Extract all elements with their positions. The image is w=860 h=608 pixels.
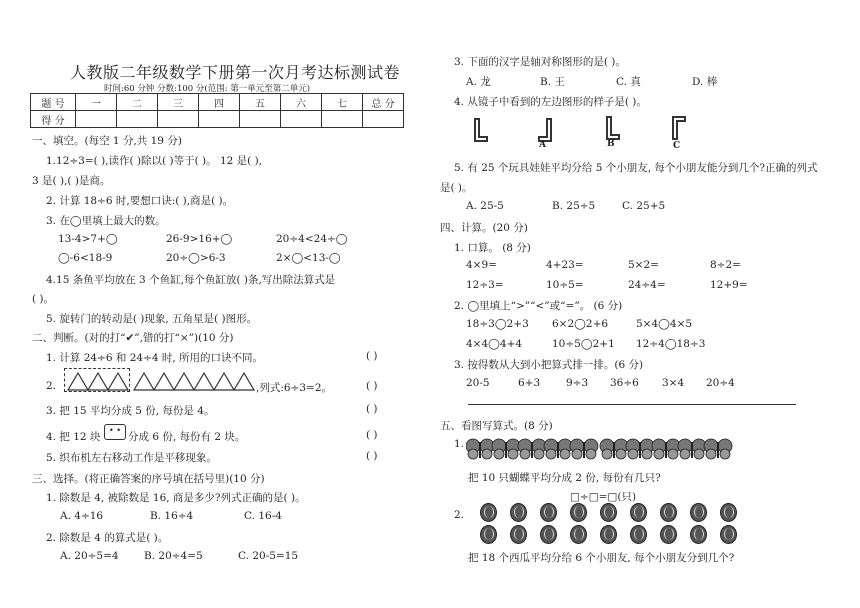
question-text: 3. 下面的汉字是轴对称图形的是( )。 — [454, 56, 626, 68]
choice-option[interactable]: C. 真 — [616, 76, 641, 88]
triangle-row — [66, 371, 256, 391]
compare-item: 4×4◯4+4 — [466, 338, 523, 350]
sort-item: 20÷4 — [706, 377, 735, 389]
watermelon-icon — [480, 503, 497, 522]
triangle-icon — [68, 373, 254, 390]
score-table-cell: 七 — [322, 94, 363, 111]
watermelon-icon — [510, 525, 527, 544]
calc-item: 24÷4= — [628, 279, 666, 291]
score-table-header-row — [31, 94, 404, 111]
choice-option[interactable]: A. 25-5 — [466, 200, 504, 212]
question-text: 4.15 条鱼平均放在 3 个鱼缸,每个鱼缸放( )条,写出除法算式是 — [46, 274, 336, 286]
mirror-option-c-icon — [670, 114, 688, 142]
question-text: 把 18 个西瓜平均分给 6 个小朋友, 每个小朋友分到几个? — [468, 552, 735, 564]
choice-option[interactable]: D. 棒 — [692, 76, 718, 88]
score-table — [30, 93, 404, 128]
score-input-cell[interactable] — [281, 111, 322, 128]
question-number: 1. — [454, 438, 465, 450]
l-shape-original-icon — [472, 116, 490, 144]
score-input-cell[interactable] — [199, 111, 240, 128]
question-text: 5. 旋转门的转动是( )现象, 五角星是( )图形。 — [46, 313, 258, 325]
watermelon-icon — [600, 503, 617, 522]
compare-item: 6×2◯2+6 — [552, 318, 609, 330]
comparison-item: 20÷◯>6-3 — [166, 252, 226, 264]
compare-item: 5×4◯4×5 — [636, 318, 693, 330]
formula-template[interactable]: □÷□=□(只) — [570, 491, 637, 503]
butterfly-row — [466, 437, 758, 461]
exam-subtitle: 时间:60 分钟 分数:100 分(范围: 第一单元至第二单元) — [104, 84, 311, 94]
watermelon-icon — [570, 525, 587, 544]
watermelon-icon — [720, 503, 737, 522]
option-label[interactable]: A — [539, 140, 546, 150]
sort-item: 3×4 — [662, 377, 685, 389]
choice-option[interactable]: C. 25+5 — [622, 200, 666, 212]
question-text: ,列式:6÷3=2。 — [256, 382, 333, 394]
question-text: 1. 除数是 4, 被除数是 16, 商是多少?列式正确的是( )。 — [46, 492, 306, 504]
question-text: 3 是( ),( )是商。 — [32, 175, 111, 187]
question-text: 4. 把 12 块 — [46, 431, 101, 443]
comparison-item: 20÷4<24÷◯ — [276, 233, 348, 245]
score-table-cell: 五 — [240, 94, 281, 111]
question-text: 3. 在◯里填上最大的数。 — [46, 215, 166, 227]
question-text: 2. 除数是 4 的算式是( )。 — [46, 532, 169, 544]
score-table-cell: 六 — [281, 94, 322, 111]
section-3-title: 三、选择。(将正确答案的序号填在括号里)(10 分) — [32, 473, 265, 485]
watermelon-icon — [540, 503, 557, 522]
calc-item: 12÷3= — [466, 279, 504, 291]
calc-item: 12+9= — [710, 279, 748, 291]
question-text: 1.12÷3=( ),读作( )除以( )等于( )。 12 是( ), — [46, 155, 263, 167]
score-table-cell: 三 — [158, 94, 199, 111]
question-text: 2. ◯里填上“>”“<”或“=”。 (6 分) — [454, 300, 623, 312]
sort-item: 6+3 — [518, 377, 541, 389]
question-text: 3. 按得数从大到小把算式排一排。(6 分) — [454, 359, 644, 371]
choice-option[interactable]: B. 20÷4=5 — [144, 550, 203, 562]
comparison-item: 13-4>7+◯ — [58, 233, 118, 245]
score-table-cell: 二 — [117, 94, 158, 111]
watermelon-icon — [480, 525, 497, 544]
choice-option[interactable]: B. 16÷4 — [150, 510, 194, 522]
score-table-cell: 得 分 — [31, 111, 76, 128]
choice-option[interactable]: A. 龙 — [466, 76, 491, 88]
page-title: 人教版二年级数学下册第一次月考达标测试卷 — [70, 63, 401, 82]
watermelon-icon — [690, 525, 707, 544]
choice-option[interactable]: A. 4÷16 — [60, 510, 104, 522]
watermelon-icon — [630, 525, 647, 544]
comparison-item: ◯-6<18-9 — [58, 252, 113, 264]
sort-item: 9÷3 — [566, 377, 589, 389]
score-table-cell: 总 分 — [363, 94, 404, 111]
question-text: 把 10 只蝴蝶平均分成 2 份, 每份有几只? — [468, 472, 661, 484]
compare-item: 12÷4◯18÷3 — [636, 338, 706, 350]
answer-paren[interactable]: ( ) — [366, 403, 378, 415]
choice-option[interactable]: B. 王 — [540, 76, 565, 88]
question-text: 5. 有 25 个玩具娃娃平均分给 5 个小朋友, 每个小朋友能分到几个?正确的列式 — [454, 162, 818, 174]
calc-item: 4+23= — [546, 259, 584, 271]
section-2-title: 二、判断。(对的打“✔”,错的打“×”)(10 分) — [32, 332, 234, 344]
answer-paren[interactable]: ( ) — [366, 380, 378, 392]
question-text: ( )。 — [32, 293, 55, 305]
watermelon-icon — [690, 503, 707, 522]
option-label[interactable]: C — [673, 141, 681, 151]
question-text: 2. 计算 18÷6 时,要想口诀:( ),商是( )。 — [46, 195, 234, 207]
score-input-cell[interactable] — [158, 111, 199, 128]
answer-paren[interactable]: ( ) — [366, 350, 378, 362]
calc-item: 5×2= — [628, 259, 659, 271]
question-number: 2. — [46, 380, 57, 392]
section-4-title: 四、计算。(20 分) — [440, 222, 528, 234]
score-table-cell: 题 号 — [31, 94, 76, 111]
option-label[interactable]: B — [607, 139, 615, 149]
question-text: 是( )。 — [440, 182, 473, 194]
section-5-title: 五、看图写算式。(8 分) — [440, 420, 553, 432]
question-number: 2. — [454, 509, 465, 521]
dot-card-icon: • • — [104, 424, 126, 440]
question-text: 5. 织布机左右移动工作是平移现象。 — [46, 452, 217, 464]
watermelon-icon — [510, 503, 527, 522]
calc-item: 8÷2= — [710, 259, 741, 271]
question-text: 分成 6 份, 每份有 2 块。 — [128, 431, 246, 443]
score-input-cell[interactable] — [363, 111, 404, 128]
score-table-score-row — [31, 111, 404, 128]
answer-paren[interactable]: ( ) — [366, 429, 378, 441]
question-text: 3. 把 15 平均分成 5 份, 每份是 4。 — [46, 405, 215, 417]
comparison-item: 26-9>16+◯ — [166, 233, 233, 245]
watermelon-icon — [630, 503, 647, 522]
compare-item: 10÷5◯2+1 — [552, 338, 615, 350]
choice-option[interactable]: B. 25÷5 — [552, 200, 596, 212]
answer-line[interactable] — [468, 404, 796, 405]
choice-option[interactable]: C. 16-4 — [244, 510, 282, 522]
choice-option[interactable]: C. 20-5=15 — [238, 550, 299, 562]
score-input-cell[interactable] — [117, 111, 158, 128]
question-text: 1. 口算。 (8 分) — [454, 242, 531, 254]
answer-paren[interactable]: ( ) — [366, 450, 378, 462]
score-input-cell[interactable] — [240, 111, 281, 128]
score-input-cell[interactable] — [322, 111, 363, 128]
watermelon-icon — [660, 503, 677, 522]
comparison-item: 2×◯<13-◯ — [276, 252, 341, 264]
watermelon-icon — [540, 525, 557, 544]
watermelon-icon — [720, 525, 737, 544]
score-table-cell: 一 — [76, 94, 117, 111]
compare-item: 18÷3◯2+3 — [466, 318, 529, 330]
sort-item: 36÷6 — [610, 377, 639, 389]
watermelon-icon — [600, 525, 617, 544]
watermelon-icon — [660, 525, 677, 544]
question-text: 1. 计算 24÷6 和 24÷4 时, 所用的口诀不同。 — [46, 352, 264, 364]
watermelon-icon — [570, 503, 587, 522]
score-input-cell[interactable] — [76, 111, 117, 128]
choice-option[interactable]: A. 20÷5=4 — [60, 550, 119, 562]
mirror-option-b-icon — [604, 114, 622, 142]
calc-item: 10÷5= — [546, 279, 584, 291]
sort-item: 20-5 — [466, 377, 490, 389]
section-1-title: 一、填空。(每空 1 分,共 19 分) — [32, 135, 182, 147]
score-table-cell: 四 — [199, 94, 240, 111]
question-text: 4. 从镜子中看到的左边图形的样子是( )。 — [454, 96, 647, 108]
calc-item: 4×9= — [466, 259, 497, 271]
